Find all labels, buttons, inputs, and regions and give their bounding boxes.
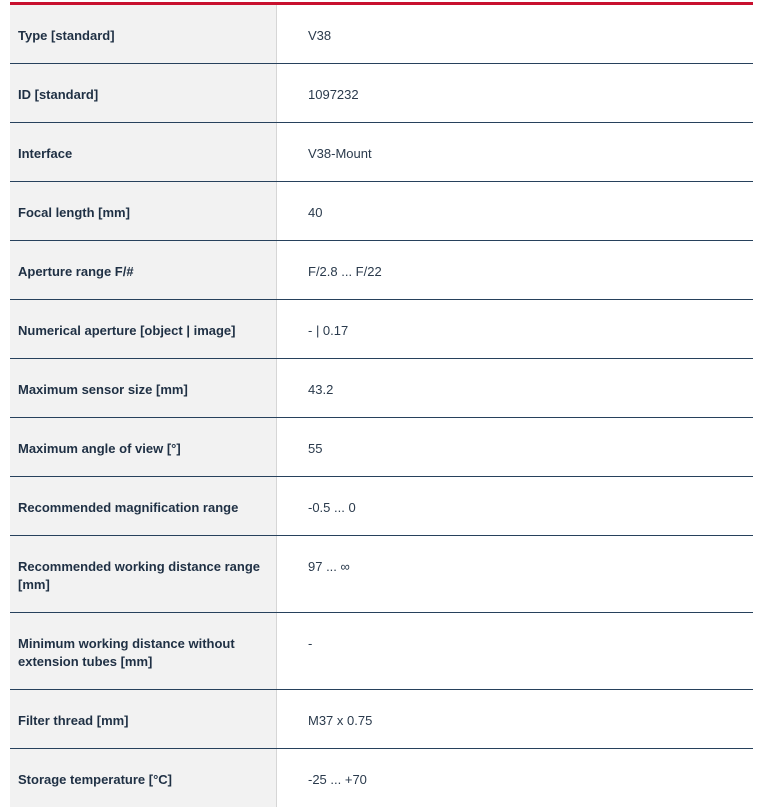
spec-value: V38-Mount [308,146,372,161]
spec-value: - [308,636,313,651]
table-row [10,300,753,359]
spec-label: ID [standard] [10,64,277,122]
table-row [10,613,753,690]
spec-value: - | 0.17 [308,323,349,338]
spec-label: Type [standard] [10,5,277,63]
spec-table [10,2,753,807]
spec-value: V38 [308,28,332,43]
table-row [10,477,753,536]
spec-label: Recommended working distance range [mm] [10,536,277,612]
spec-value: 40 [308,205,323,220]
table-row [10,123,753,182]
spec-label: Interface [10,123,277,181]
spec-label: Filter thread [mm] [10,690,277,748]
spec-value: -25 ... +70 [308,772,367,787]
spec-label: Maximum sensor size [mm] [10,359,277,417]
spec-value: 55 [308,441,323,456]
spec-value: F/2.8 ... F/22 [308,264,382,279]
spec-value: M37 x 0.75 [308,713,373,728]
spec-label: Focal length [mm] [10,182,277,240]
spec-value: 1097232 [308,87,359,102]
spec-label: Maximum angle of view [°] [10,418,277,476]
spec-label: Minimum working distance without extension tubes [mm] [10,613,277,689]
table-row [10,5,753,64]
spec-label: Recommended magnification range [10,477,277,535]
spec-label: Storage temperature [°C] [10,749,277,807]
spec-value: 43.2 [308,382,334,397]
table-row [10,690,753,749]
table-row [10,359,753,418]
spec-label: Aperture range F/# [10,241,277,299]
table-row [10,182,753,241]
table-row [10,418,753,477]
spec-value: 97 ... ∞ [308,559,350,574]
table-row [10,64,753,123]
spec-value: -0.5 ... 0 [308,500,356,515]
table-row [10,241,753,300]
table-row [10,536,753,613]
spec-label: Numerical aperture [object | image] [10,300,277,358]
table-row [10,749,753,807]
